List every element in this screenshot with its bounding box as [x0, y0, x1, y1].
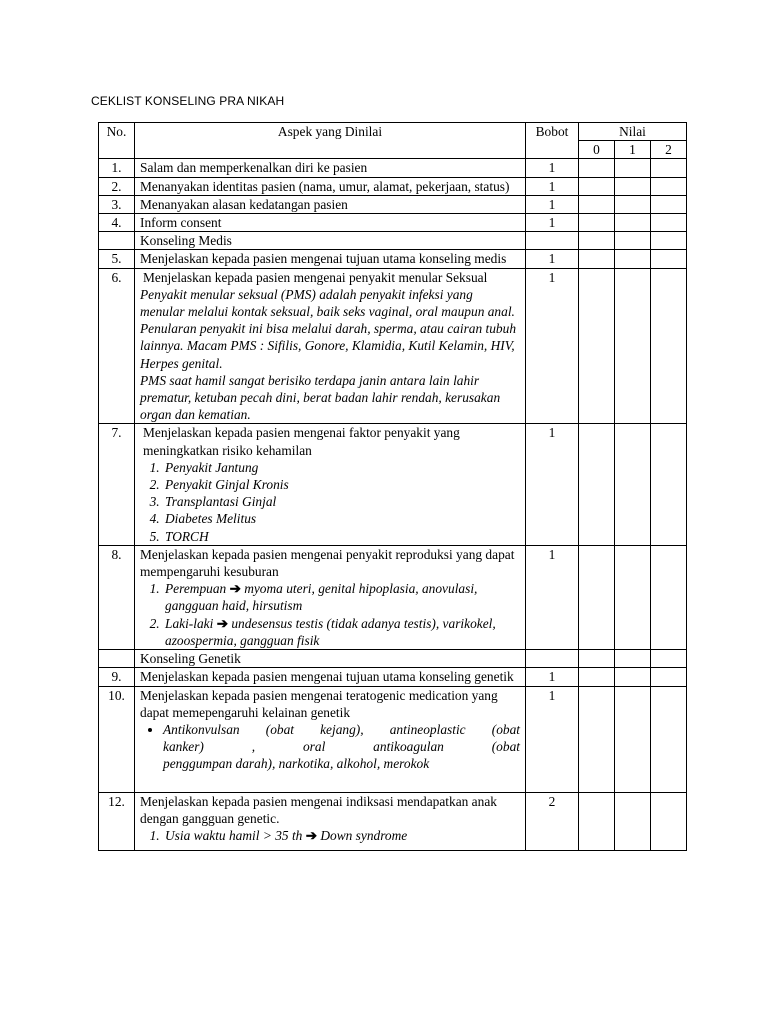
header-nilai-1: 1 — [615, 141, 651, 159]
score-cell-1[interactable] — [615, 250, 651, 268]
row-aspek-text: Menjelaskan kepada pasien mengenai indiksasi mendapatkan anak dengan gangguan genetic. — [140, 793, 497, 826]
row-aspek — [135, 268, 526, 424]
list-item — [163, 580, 520, 614]
score-cell-0[interactable] — [579, 686, 615, 792]
row-number: 1. — [99, 159, 135, 177]
row-detail-pms: Penyakit menular seksual (PMS) adalah penyakit infeksi yang menular melalui kontak seksual, baik seks vaginal, oral maupun anal. Penularan penyakit ini bisa melalui darah, sperma, atau cairan tubuh lainnya. Macam PMS : Sifilis, Gonore, Klamidia, Kutil Kelamin, HIV, Herpes genital. — [140, 286, 517, 371]
list-item-head: Usia waktu hamil > 35 th — [165, 827, 303, 843]
score-cell-0[interactable] — [579, 792, 615, 850]
score-cell-2[interactable] — [651, 668, 687, 686]
header-nilai: Nilai — [579, 123, 687, 141]
section-title-medis: Konseling Medis — [135, 232, 526, 250]
row-number: 3. — [99, 195, 135, 213]
right-arrow-icon: ➔ — [305, 827, 317, 843]
row-aspek: Inform consent — [135, 214, 526, 232]
list-item: 1. Penyakit Jantung — [163, 459, 520, 476]
list-item: 2. Penyakit Ginjal Kronis — [163, 476, 520, 493]
score-cell-1[interactable] — [615, 177, 651, 195]
row-aspek — [135, 686, 526, 792]
table-row — [99, 159, 687, 177]
score-cell-2[interactable] — [651, 545, 687, 649]
checklist-table — [98, 122, 687, 851]
score-cell-2[interactable] — [651, 424, 687, 545]
row-number: 9. — [99, 668, 135, 686]
score-cell-2[interactable] — [651, 195, 687, 213]
score-cell-0[interactable] — [579, 177, 615, 195]
row-number: 10. — [99, 686, 135, 792]
row-bobot: 1 — [526, 686, 579, 792]
row-aspek: Menanyakan alasan kedatangan pasien — [135, 195, 526, 213]
row-bobot: 1 — [526, 424, 579, 545]
right-arrow-icon: ➔ — [216, 615, 228, 631]
row-bobot: 1 — [526, 214, 579, 232]
score-cell-1[interactable] — [615, 686, 651, 792]
row-bobot: 1 — [526, 250, 579, 268]
table-row — [99, 214, 687, 232]
risk-factor-list — [140, 459, 520, 545]
section-title-genetik: Konseling Genetik — [135, 650, 526, 668]
row-detail-pms-hamil: PMS saat hamil sangat berisiko terdapa janin antara lain lahir prematur, ketuban pecah dini, berat badan lahir rendah, kerusakan organ dan kematian. — [140, 372, 501, 423]
list-item-detail: Down syndrome — [320, 827, 408, 843]
row-number: 2. — [99, 177, 135, 195]
row-bobot: 1 — [526, 159, 579, 177]
row-aspek — [135, 545, 526, 649]
row-bobot: 1 — [526, 268, 579, 424]
row-aspek: Menjelaskan kepada pasien mengenai tujuan utama konseling genetik — [135, 668, 526, 686]
row-number: 8. — [99, 545, 135, 649]
table-row — [99, 424, 687, 545]
score-cell-2[interactable] — [651, 792, 687, 850]
row-number: 5. — [99, 250, 135, 268]
score-cell-1[interactable] — [615, 268, 651, 424]
score-cell-0[interactable] — [579, 195, 615, 213]
row-number: 12. — [99, 792, 135, 850]
row-aspek-text: Menjelaskan kepada pasien mengenai faktor penyakit yang meningkatkan risiko kehamilan — [143, 425, 460, 458]
row-number: 7. — [99, 424, 135, 545]
list-item — [163, 615, 520, 649]
score-cell-0[interactable] — [579, 545, 615, 649]
document-title: CEKLIST KONSELING PRA NIKAH — [91, 94, 285, 108]
score-cell-1[interactable] — [615, 195, 651, 213]
score-cell-2[interactable] — [651, 159, 687, 177]
header-nilai-2: 2 — [651, 141, 687, 159]
score-cell-0[interactable] — [579, 424, 615, 545]
medication-list — [140, 721, 520, 773]
score-cell-2[interactable] — [651, 268, 687, 424]
table-row — [99, 195, 687, 213]
score-cell-0[interactable] — [579, 159, 615, 177]
table-row — [99, 250, 687, 268]
row-aspek-text: Menjelaskan kepada pasien mengenai penyakit menular Seksual — [143, 269, 488, 285]
row-aspek: Salam dan memperkenalkan diri ke pasien — [135, 159, 526, 177]
score-cell-1[interactable] — [615, 545, 651, 649]
row-aspek-text: Menjelaskan kepada pasien mengenai penyakit reproduksi yang dapat mempengaruhi kesuburan — [140, 546, 515, 580]
reproductive-disease-list — [140, 580, 520, 649]
genetic-indication-list — [140, 827, 520, 844]
row-aspek-text: Menjelaskan kepada pasien mengenai teratogenic medication yang dapat memepengaruhi kelainan genetik — [140, 687, 498, 720]
header-bobot: Bobot — [526, 123, 579, 159]
section-row — [99, 650, 687, 668]
score-cell-2[interactable] — [651, 214, 687, 232]
row-bobot: 1 — [526, 545, 579, 649]
header-aspek: Aspek yang Dinilai — [135, 123, 526, 159]
list-item-detail: undesensus testis (tidak adanya testis), varikokel, azoospermia, gangguan fisik — [165, 615, 496, 648]
score-cell-0[interactable] — [579, 250, 615, 268]
header-no: No. — [99, 123, 135, 159]
row-aspek: Menjelaskan kepada pasien mengenai tujuan utama konseling medis — [135, 250, 526, 268]
row-number: 4. — [99, 214, 135, 232]
list-item-detail: myoma uteri, genital hipoplasia, anovulasi, gangguan haid, hirsutism — [165, 581, 478, 614]
header-row — [99, 123, 687, 141]
list-item — [163, 721, 520, 773]
list-item-head: Laki-laki — [165, 615, 214, 631]
row-bobot: 2 — [526, 792, 579, 850]
score-cell-1[interactable] — [615, 668, 651, 686]
table-row — [99, 792, 687, 850]
row-bobot: 1 — [526, 195, 579, 213]
row-aspek — [135, 792, 526, 850]
score-cell-2[interactable] — [651, 250, 687, 268]
score-cell-0[interactable] — [579, 214, 615, 232]
score-cell-1[interactable] — [615, 424, 651, 545]
right-arrow-icon: ➔ — [229, 581, 241, 597]
table-row — [99, 686, 687, 792]
list-item: 3. Transplantasi Ginjal — [163, 493, 520, 510]
header-nilai-0: 0 — [579, 141, 615, 159]
score-cell-2[interactable] — [651, 177, 687, 195]
list-item-head: Perempuan — [165, 581, 227, 597]
row-aspek — [135, 424, 526, 545]
row-aspek: Menanyakan identitas pasien (nama, umur, alamat, pekerjaan, status) — [135, 177, 526, 195]
table-row — [99, 268, 687, 424]
list-item — [163, 827, 520, 844]
score-cell-1[interactable] — [615, 159, 651, 177]
score-cell-1[interactable] — [615, 214, 651, 232]
section-row — [99, 232, 687, 250]
list-item-line: kanker) , oral antikoagulan (obat — [163, 739, 520, 755]
score-cell-2[interactable] — [651, 686, 687, 792]
score-cell-0[interactable] — [579, 668, 615, 686]
table-row — [99, 177, 687, 195]
score-cell-0[interactable] — [579, 268, 615, 424]
list-item-line: • Antikonvulsan (obat kejang), antineoplastic (obat — [163, 721, 520, 737]
list-item: 5. TORCH — [163, 528, 520, 545]
table-row — [99, 545, 687, 649]
table-row — [99, 668, 687, 686]
row-number: 6. — [99, 268, 135, 424]
score-cell-1[interactable] — [615, 792, 651, 850]
list-item-line: penggumpan darah), narkotika, alkohol, merokok — [163, 756, 430, 772]
list-item: 4. Diabetes Melitus — [163, 510, 520, 527]
row-bobot: 1 — [526, 177, 579, 195]
row-bobot: 1 — [526, 668, 579, 686]
